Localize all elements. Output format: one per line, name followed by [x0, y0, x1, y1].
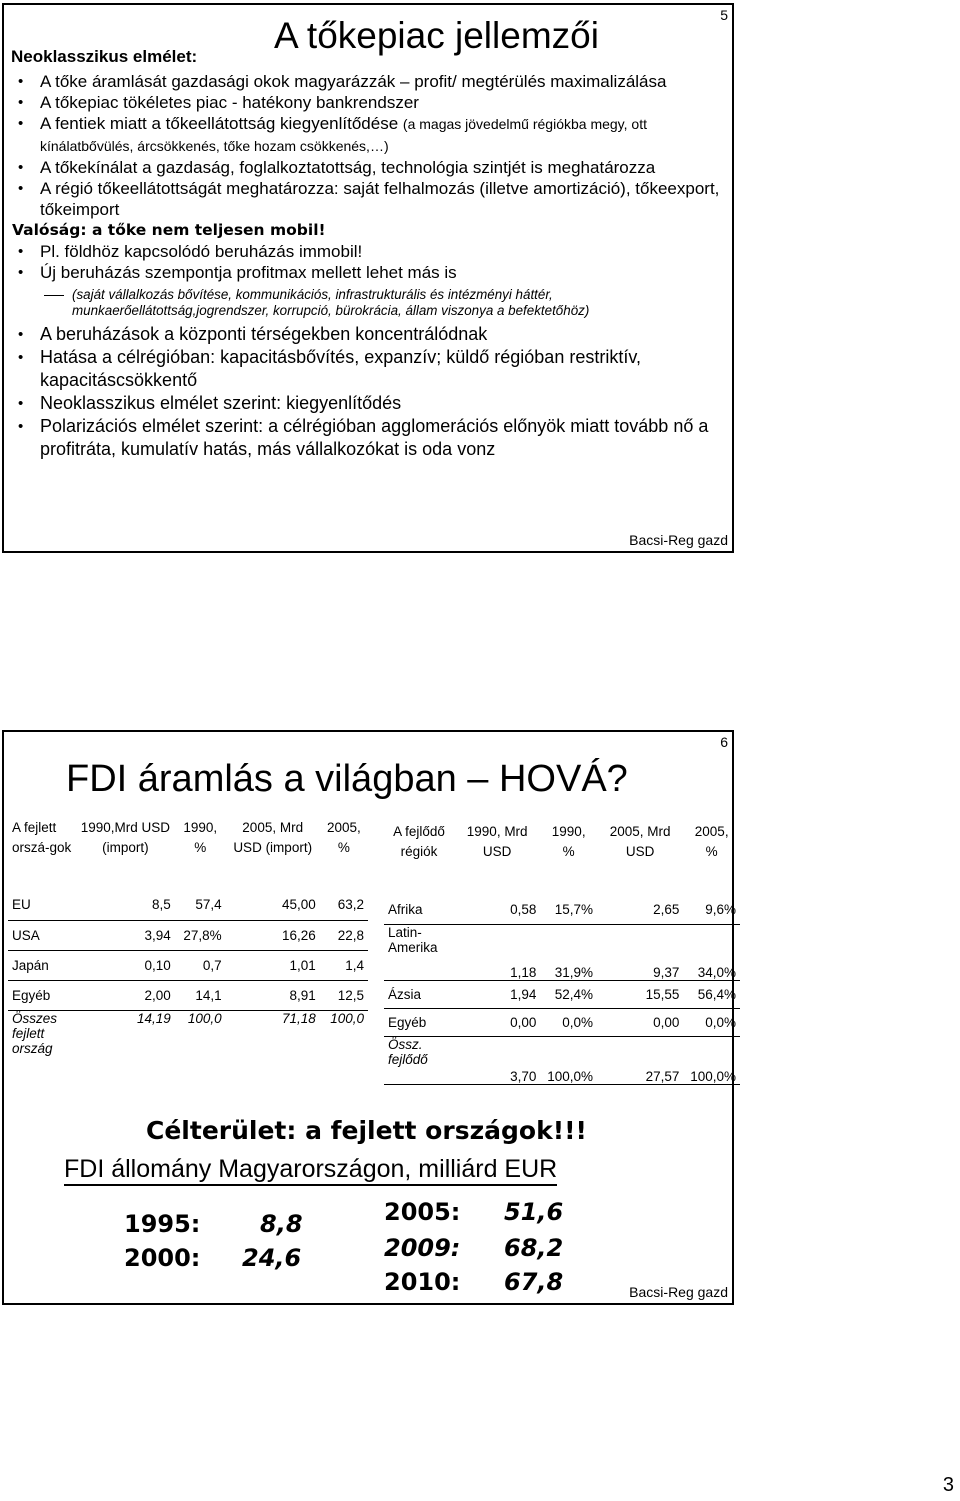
fdi-value: 67,8 [504, 1268, 564, 1296]
bullet-item: • A régió tőkeellátottságát meghatározza: saját felhalmozás (illetve amortizáció), tőkeexport, tőkeimport [12, 178, 724, 220]
table-cell: 1,01 [226, 950, 320, 980]
table-cell: Afrika [384, 896, 454, 924]
column-header: A fejlett orszá-gok [12, 820, 72, 855]
table-cell: 27,57 [597, 1036, 683, 1084]
bullet-note: (a magas jövedelmű régiókba megy, ott kínálatbővülés, árcsökkenés, tőke hozam csökkenés,…) [40, 116, 647, 154]
table-cell: 71,18 [281, 1010, 316, 1026]
slide-fdi-flows [2, 730, 734, 1305]
table-cell: 1,4 [320, 950, 368, 980]
fdi-year: 1995: [124, 1210, 201, 1238]
table-cell: 100,0 [187, 1010, 222, 1026]
table-row [8, 890, 368, 920]
table-cell: 27,8% [175, 920, 226, 950]
table-cell: 0,58 [454, 896, 540, 924]
developing-regions-table [384, 822, 740, 1085]
table-cell: 3,94 [76, 920, 175, 950]
developed-countries-table [8, 818, 368, 1064]
table-cell: 15,55 [597, 980, 683, 1008]
bullet-main-text: A fentiek miatt a tőkeellátottság kiegyenlítődése [40, 114, 399, 133]
bullet-item: • A tőke áramlását gazdasági okok magyarázzák – profit/ megtérülés maximalizálása [12, 71, 724, 92]
table-cell: 100,0 [330, 1010, 364, 1026]
table-cell: 14,19 [136, 1010, 171, 1026]
table-cell: 8,5 [76, 890, 175, 920]
table-cell: Egyéb [384, 1008, 454, 1036]
column-header: 1990, % [183, 820, 218, 855]
bullet-list [12, 71, 724, 461]
table-cell: 0,7 [175, 950, 226, 980]
column-header: 2005, Mrd USD [609, 824, 671, 859]
table-cell: Japán [8, 950, 76, 980]
table-cell: Ázsia [384, 980, 454, 1008]
bullet-item: • Hatása a célrégióban: kapacitásbővítés, expanzív; küldő régióban restriktív, kapacitáscsökkentő [12, 346, 724, 392]
table-cell: 2,65 [597, 896, 683, 924]
column-header: 1990, % [551, 824, 586, 859]
table-cell: 63,2 [320, 890, 368, 920]
fdi-value: 68,2 [504, 1234, 564, 1262]
table-cell: 0,10 [76, 950, 175, 980]
table-cell: 52,4% [540, 980, 597, 1008]
table-cell: 56,4% [683, 980, 740, 1008]
table-cell: 16,26 [226, 920, 320, 950]
fdi-value: 24,6 [242, 1244, 302, 1272]
table-cell: 9,37 [597, 924, 683, 980]
table-cell: Össz. fejlődő [384, 1036, 454, 1084]
column-header: 2005, % [694, 824, 729, 859]
table-cell: 15,7% [540, 896, 597, 924]
table-cell: 0,0% [540, 1008, 597, 1036]
table-row [384, 896, 740, 924]
slide-capital-market [2, 3, 734, 553]
table-cell: 22,8 [320, 920, 368, 950]
slide-footer: Bacsi-Reg gazd [629, 1284, 728, 1300]
bullet-item: • A tőkepiac tökéletes piac - hatékony bankrendszer [12, 92, 724, 113]
table-cell: EU [8, 890, 76, 920]
column-header: 2005, Mrd USD (import) [233, 820, 313, 855]
slide-number: 6 [720, 734, 728, 750]
table-cell: 100,0% [540, 1036, 597, 1084]
table-cell: 0,00 [454, 1008, 540, 1036]
table-row [384, 1008, 740, 1036]
table-cell: 1,94 [454, 980, 540, 1008]
table-cell: Latin-Amerika [384, 924, 454, 980]
table-cell: 2,00 [76, 980, 175, 1010]
bullet-item: • A beruházások a központi térségekben koncentrálódnak [12, 323, 724, 346]
fdi-year: 2010: [384, 1268, 461, 1296]
hungary-fdi-title: FDI állomány Magyarországon, milliárd EUR [64, 1154, 557, 1186]
bullet-item: • A tőkekínálat a gazdaság, foglalkoztatottság, technológia szintjét is meghatározza [12, 157, 724, 178]
bullet-item: • Új beruházás szempontja profitmax mellett lehet más is [12, 262, 724, 283]
table-cell: 1,18 [454, 924, 540, 980]
table-row [8, 980, 368, 1010]
table-cell: 31,9% [540, 924, 597, 980]
table-row [384, 980, 740, 1008]
table-cell: 45,00 [226, 890, 320, 920]
slide-footer: Bacsi-Reg gazd [629, 532, 728, 548]
page-number: 3 [942, 1474, 954, 1496]
reality-heading: Valóság: a tőke nem teljesen mobil! [12, 221, 326, 239]
table-row-total [8, 1010, 368, 1064]
table-cell: 0,0% [683, 1008, 740, 1036]
slide-title: A tőkepiac jellemzői [274, 15, 599, 56]
table-row-total [384, 1036, 740, 1084]
table-row [8, 920, 368, 950]
bullet-item: • Pl. földhöz kapcsolódó beruházás immobil! [12, 241, 724, 262]
table-cell: Összes fejlett ország [12, 1010, 58, 1056]
table-cell: 14,1 [175, 980, 226, 1010]
table-cell: 100,0% [683, 1036, 740, 1084]
bullet-item: • Neoklasszikus elmélet szerint: kiegyenlítődés [12, 392, 724, 415]
table-cell: Egyéb [8, 980, 76, 1010]
fdi-year: 2005: [384, 1198, 461, 1226]
bullet-item [12, 113, 724, 157]
fdi-value: 51,6 [504, 1198, 564, 1226]
table-row [8, 950, 368, 980]
table-cell: 0,00 [597, 1008, 683, 1036]
fdi-year: 2009: [384, 1234, 461, 1262]
table-cell: 8,91 [226, 980, 320, 1010]
bullet-item: • Polarizációs elmélet szerint: a célrégióban agglomerációs előnyök miatt tovább nő a profitráta, kumulatív hatás, más vállalkozókat is oda vonz [12, 415, 724, 461]
table-row [384, 924, 740, 980]
fdi-year: 2000: [124, 1244, 201, 1272]
table-cell: 34,0% [683, 924, 740, 980]
table-cell: 12,5 [320, 980, 368, 1010]
table-cell: 57,4 [175, 890, 226, 920]
table-cell: USA [8, 920, 76, 950]
table-cell: 3,70 [454, 1036, 540, 1084]
column-header: 2005, % [326, 820, 361, 855]
column-header: 1990, Mrd USD [466, 824, 528, 859]
neoclassical-label: Neoklasszikus elmélet: [11, 47, 198, 66]
table-cell: 9,6% [683, 896, 740, 924]
column-header: A fejlődő régiók [393, 824, 445, 859]
fdi-value: 8,8 [260, 1210, 303, 1238]
slide-number: 5 [720, 7, 728, 23]
target-area-heading: Célterület: a fejlett országok!!! [146, 1116, 587, 1145]
slide-title: FDI áramlás a világban – HOVÁ? [66, 758, 628, 800]
column-header: 1990,Mrd USD (import) [80, 820, 171, 855]
sub-bullet-factors: (saját vállalkozás bővítése, kommunikációs, infrastrukturális és intézményi háttér, munkaerőellátottság,jogrendszer, korrupció, bürokrácia, állam viszonya a befektetőhöz) [12, 287, 724, 319]
